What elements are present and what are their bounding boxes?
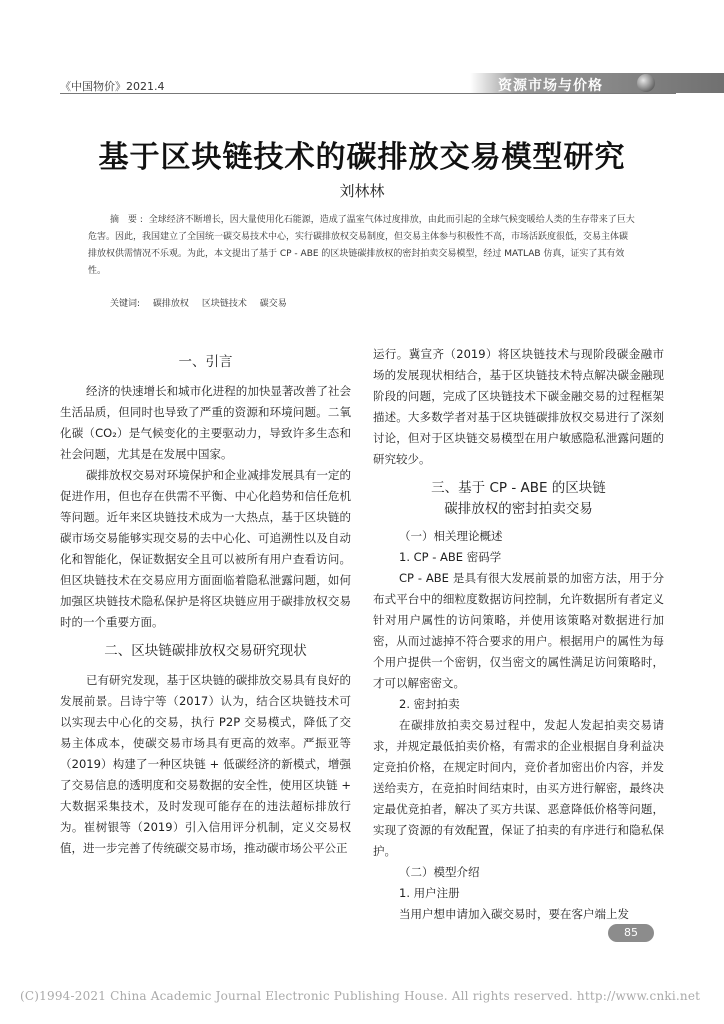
left-column	[60, 344, 351, 859]
paragraph: 当用户想申请加入碳交易时，要在客户端上发	[399, 907, 629, 921]
abstract-text: 全球经济不断增长，因大量使用化石能源，造成了温室气体过度排放，由此而引起的全球气候变暖给人类的生存带来了巨大危害。因此，我国建立了全国统一碳交易技术中心，实行碳排放权交易制度，但交易主体参与积极性不高，市场活跃度很低，交易主体碳排放权供需情况不乐观。为此，本文提出了基于 CP - ABE 的区块链碳排放权的密封拍卖交易模型，经过 MATLAB 仿真，证实了其有效性。	[88, 215, 635, 276]
section-heading-model-line2: 碳排放权的密封拍卖交易	[444, 501, 593, 517]
keywords-label: 关键词:	[110, 299, 141, 309]
copyright-footer: (C)1994-2021 China Academic Journal Electronic Publishing House. All rights reserved. http://www.cnki.net	[20, 989, 701, 1003]
keyword: 区块链技术	[201, 299, 247, 309]
keyword: 碳排放权	[152, 299, 189, 309]
section-bullet-icon	[637, 74, 655, 92]
paragraph: 经济的快速增长和城市化进程的加快显著改善了社会生活品质，但同时也导致了严重的资源和环境问题。二氧化碳（CO₂）是气候变化的主要驱动力，导致许多生态和社会问题，尤其是在发展中国家。	[60, 384, 351, 461]
subheading-register: 1. 用户注册	[399, 886, 460, 900]
page-number: 85	[608, 924, 654, 942]
abstract-label: 摘 要:	[110, 215, 146, 225]
subheading-auction: 2. 密封拍卖	[399, 697, 460, 711]
paragraph: CP - ABE 是具有很大发展前景的加密方法，用于分布式平台中的细粒度数据访问控制，允许数据所有者定义针对用户属性的访问策略，并使用该策略对数据进行加密，从而过滤掉不符合要求的用户。根据用户的属性为每个用户提供一个密钥，仅当密文的属性满足访问策略时，才可以解密密文。	[373, 571, 664, 690]
subheading-model: （二）模型介绍	[399, 865, 480, 879]
paragraph: 运行。冀宣齐（2019）将区块链技术与现阶段碳金融市场的发展现状相结合，基于区块链技术特点解决碳金融现阶段的问题，完成了区块链技术下碳金融交易的过程框架描述。大多数学者对基于区块链碳排放权交易进行了深刻讨论，但对于区块链交易模型在用户敏感隐私泄露问题的研究较少。	[373, 347, 664, 466]
paragraph: 已有研究发现，基于区块链的碳排放交易具有良好的发展前景。吕诗宁等（2017）认为，结合区块链技术可以实现去中心化的交易，执行 P2P 交易模式，降低了交易主体成本，使碳交易市场具有更高的效率。严振亚等（2019）构建了一种区块链 + 低碳经济的新模式，增强了交易信息的透明度和交易数据的安全性，使用区块链 + 大数据采集技术，及时发现可能存在的违法超标排放行为。崔树银等（2019）引入信用评分机制，定义交易权值，进一步完善了传统碳交易市场，推动碳市场公平公正	[60, 673, 351, 855]
paragraph: 碳排放权交易对环境保护和企业减排发展具有一定的促进作用，但也存在供需不平衡、中心化趋势和信任危机等问题。近年来区块链技术成为一大热点，基于区块链的碳市场交易能够实现交易的去中心化、可追溯性以及自动化和智能化，保证数据安全且可以被所有用户查看访问。但区块链技术在交易应用方面面临着隐私泄露问题，如何加强区块链技术隐私保护是将区块链应用于碳排放权交易时的一个重要方面。	[60, 468, 351, 629]
article-author: 刘林林	[339, 182, 385, 200]
keyword: 碳交易	[259, 299, 287, 309]
right-column	[373, 344, 664, 925]
journal-issue: 《中国物价》2021.4	[60, 80, 165, 93]
article-title: 基于区块链技术的碳排放交易模型研究	[98, 140, 626, 175]
keywords	[110, 296, 297, 309]
section-heading-model-line1: 三、基于 CP - ABE 的区块链	[431, 480, 606, 496]
subheading-theory: （一）相关理论概述	[399, 529, 503, 543]
section-heading-status: 二、区块链碳排放权交易研究现状	[104, 643, 307, 659]
subheading-cpabe: 1. CP - ABE 密码学	[399, 550, 502, 564]
header-rule	[60, 93, 676, 94]
paragraph: 在碳排放拍卖交易过程中，发起人发起拍卖交易请求，并规定最低拍卖价格，有需求的企业根据自身利益决定竞拍价格，在规定时间内，竞价者加密出价内容，并发送给卖方，在竞拍时间结束时，由买方进行解密，最终决定最优竞拍者，解决了买方共谋、恶意降低价格等问题，实现了资源的有效配置，保证了拍卖的有序进行和隐私保护。	[373, 718, 664, 858]
section-heading-intro: 一、引言	[178, 354, 233, 370]
section-label: 资源市场与价格	[498, 78, 603, 94]
abstract	[88, 212, 636, 280]
